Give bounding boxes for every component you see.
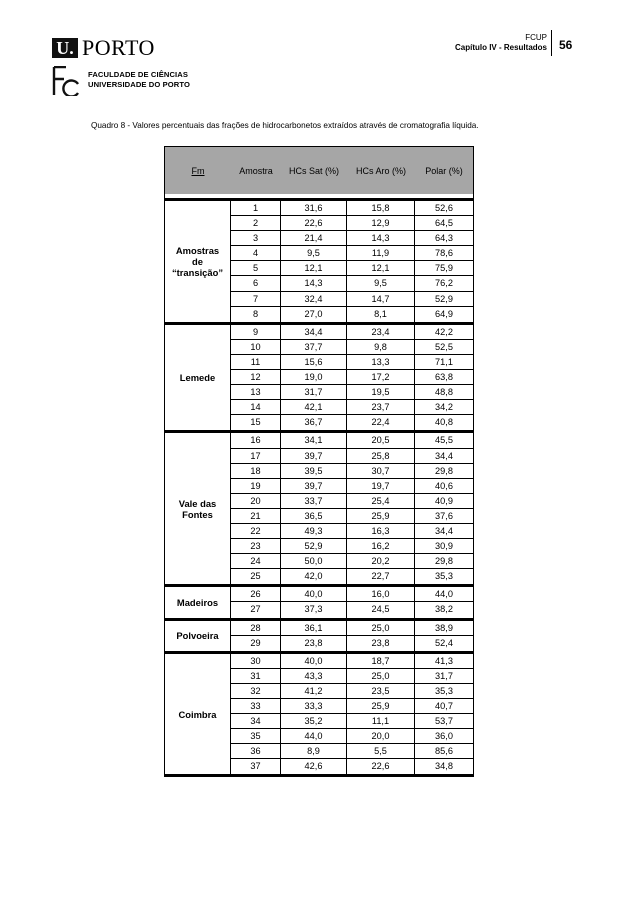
cell-hcs-aro: 14,7 [347,292,415,306]
cell-polar: 78,6 [435,248,453,259]
cell-hcs-aro: 25,4 [347,494,415,508]
cell-hcs-sat: 42,0 [281,569,347,584]
cell-hcs-aro: 8,1 [347,307,415,322]
cell-amostra: 34 [231,714,281,728]
cell-amostra: 3 [231,231,281,245]
formation-label [165,325,231,431]
cell-polar: 35,3 [435,571,453,582]
cell-hcs-sat: 39,7 [281,449,347,463]
formation-label [165,621,231,651]
cell-amostra: 19 [231,479,281,493]
cell-hcs-sat: 44,0 [281,729,347,743]
formation-label-line: Vale das [178,497,217,509]
cell-hcs-aro: 25,9 [347,699,415,713]
formation-group [164,198,474,322]
header-divider [551,30,552,56]
cell-polar: 35,3 [435,685,453,696]
cell-amostra: 1 [231,201,281,215]
cell-hcs-aro: 22,7 [347,569,415,584]
cell-hcs-sat: 33,3 [281,699,347,713]
cell-polar: 40,9 [435,495,453,506]
formation-label-line: “transição” [171,266,224,278]
cell-polar: 29,8 [435,556,453,567]
table-bottom-rule [164,774,474,777]
column-header-fm: Fm [191,165,205,176]
cell-hcs-sat: 19,0 [281,370,347,384]
cell-polar: 52,5 [435,341,453,352]
cell-polar: 48,8 [435,387,453,398]
cell-polar: 40,6 [435,480,453,491]
cell-hcs-aro: 14,3 [347,231,415,245]
cell-amostra: 32 [231,684,281,698]
cell-amostra: 25 [231,569,281,584]
cell-hcs-aro: 18,7 [347,654,415,668]
table-header-row [164,146,474,194]
table-row [231,636,473,651]
table-row [231,621,473,636]
cell-hcs-sat: 35,2 [281,714,347,728]
logo-porto-text: PORTO [82,35,155,60]
cell-amostra: 35 [231,729,281,743]
cell-hcs-sat: 14,3 [281,276,347,290]
cell-hcs-aro: 23,8 [347,636,415,651]
cell-amostra: 6 [231,276,281,290]
cell-polar: 29,8 [435,465,453,476]
cell-hcs-sat: 27,0 [281,307,347,322]
cell-hcs-aro: 20,2 [347,554,415,568]
table-row [231,714,473,729]
cell-amostra: 30 [231,654,281,668]
cell-polar: 63,8 [435,372,453,383]
cell-hcs-aro: 19,7 [347,479,415,493]
table-row [231,415,473,430]
table-row [231,759,473,774]
cell-hcs-sat: 40,0 [281,587,347,601]
cell-hcs-aro: 30,7 [347,464,415,478]
table-row [231,464,473,479]
cell-polar: 34,2 [435,402,453,413]
table-row [231,216,473,231]
column-header-hcs-sat: HCs Sat (%) [288,165,339,176]
formation-label [165,433,231,584]
cell-hcs-aro: 9,8 [347,340,415,354]
cell-hcs-sat: 36,5 [281,509,347,523]
cell-hcs-sat: 41,2 [281,684,347,698]
chapter-label: Capítulo IV - Resultados [454,43,547,52]
cell-hcs-sat: 42,1 [281,400,347,414]
formation-label [165,201,231,322]
logo-up-mark: U. [52,38,78,58]
formation-group [164,430,474,584]
table-row [231,246,473,261]
table-row [231,729,473,744]
cell-hcs-sat: 8,9 [281,744,347,758]
cell-amostra: 13 [231,385,281,399]
cell-hcs-sat: 50,0 [281,554,347,568]
cell-hcs-aro: 25,8 [347,449,415,463]
table-row [231,340,473,355]
cell-amostra: 27 [231,602,281,617]
cell-polar: 36,0 [435,731,453,742]
cell-amostra: 14 [231,400,281,414]
table-row [231,539,473,554]
cell-polar: 34,4 [435,450,453,461]
cell-hcs-aro: 5,5 [347,744,415,758]
cell-amostra: 37 [231,759,281,774]
logo-faculty-text [88,70,190,90]
table-row [231,602,473,617]
cell-hcs-sat: 39,5 [281,464,347,478]
cell-hcs-aro: 25,0 [347,621,415,635]
cell-hcs-sat: 43,3 [281,669,347,683]
table-row [231,684,473,699]
cell-polar: 44,0 [435,589,453,600]
cell-hcs-aro: 17,2 [347,370,415,384]
cell-hcs-aro: 15,8 [347,201,415,215]
formation-label-line: Fontes [182,508,213,520]
cell-hcs-sat: 22,6 [281,216,347,230]
cell-amostra: 5 [231,261,281,275]
cell-amostra: 18 [231,464,281,478]
cell-hcs-aro: 25,0 [347,669,415,683]
formation-label-line: Madeiros [176,596,219,608]
cell-hcs-aro: 24,5 [347,602,415,617]
cell-amostra: 28 [231,621,281,635]
cell-hcs-aro: 12,1 [347,261,415,275]
cell-polar: 64,5 [435,218,453,229]
cell-hcs-sat: 31,6 [281,201,347,215]
table-row [231,554,473,569]
formation-group [164,618,474,651]
cell-polar: 45,5 [435,435,453,446]
table-caption: Quadro 8 - Valores percentuais das frações de hidrocarbonetos extraídos através de cromatografia líquida. [91,121,479,130]
cell-polar: 52,6 [435,203,453,213]
cell-amostra: 33 [231,699,281,713]
cell-hcs-sat: 33,7 [281,494,347,508]
table-row [231,261,473,276]
formation-label-line: Amostras [175,244,220,256]
table-row [231,370,473,385]
table-row [231,587,473,602]
cell-polar: 53,7 [435,716,453,727]
table-row [231,494,473,509]
cell-polar: 64,9 [435,308,453,319]
cell-hcs-aro: 23,7 [347,400,415,414]
formation-group [164,651,474,775]
table-body [164,198,474,774]
institution-label: FCUP [525,33,547,42]
cell-polar: 52,9 [435,293,453,304]
table-row [231,231,473,246]
table-row [231,400,473,415]
table-row [231,524,473,539]
table-row [231,292,473,307]
cell-hcs-sat: 9,5 [281,246,347,260]
table-row [231,355,473,370]
cell-hcs-sat: 42,6 [281,759,347,774]
column-header-amostra: Amostra [239,165,273,176]
cell-amostra: 26 [231,587,281,601]
cell-amostra: 8 [231,307,281,322]
cell-hcs-sat: 49,3 [281,524,347,538]
cell-hcs-sat: 21,4 [281,231,347,245]
cell-amostra: 11 [231,355,281,369]
table-row [231,307,473,322]
cell-amostra: 22 [231,524,281,538]
cell-polar: 76,2 [435,278,453,289]
cell-hcs-sat: 37,7 [281,340,347,354]
cell-hcs-aro: 25,9 [347,509,415,523]
cell-hcs-aro: 19,5 [347,385,415,399]
cell-hcs-aro: 12,9 [347,216,415,230]
cell-hcs-sat: 37,3 [281,602,347,617]
table-row [231,276,473,291]
table-row [231,654,473,669]
cell-hcs-aro: 16,3 [347,524,415,538]
cell-hcs-aro: 16,0 [347,587,415,601]
cell-hcs-aro: 23,5 [347,684,415,698]
formation-label-line: Coimbra [178,708,217,720]
cell-hcs-aro: 16,2 [347,539,415,553]
cell-amostra: 9 [231,325,281,339]
table-row [231,744,473,759]
cell-amostra: 12 [231,370,281,384]
table-row [231,699,473,714]
table-row [231,449,473,464]
cell-hcs-sat: 39,7 [281,479,347,493]
formation-group [164,584,474,617]
cell-amostra: 31 [231,669,281,683]
cell-hcs-sat: 34,4 [281,325,347,339]
formation-label-line: Lemede [179,372,216,384]
cell-polar: 40,7 [435,701,453,711]
cell-hcs-aro: 23,4 [347,325,415,339]
cell-polar: 75,9 [435,263,453,274]
cell-hcs-aro: 20,0 [347,729,415,743]
cell-polar: 40,8 [435,417,453,428]
logo-faculty-line1: FACULDADE DE CIÊNCIAS [88,70,188,79]
results-table [164,146,474,777]
cell-polar: 64,3 [435,233,453,244]
cell-hcs-sat: 36,1 [281,621,347,635]
cell-hcs-aro: 22,4 [347,415,415,430]
cell-hcs-sat: 36,7 [281,415,347,430]
cell-hcs-sat: 15,6 [281,355,347,369]
cell-amostra: 4 [231,246,281,260]
cell-amostra: 17 [231,449,281,463]
formation-label [165,654,231,775]
cell-amostra: 36 [231,744,281,758]
table-row [231,479,473,494]
cell-polar: 71,1 [435,356,453,367]
running-header [455,33,547,53]
cell-amostra: 7 [231,292,281,306]
column-header-polar: Polar (%) [425,165,463,176]
cell-polar: 42,2 [435,326,453,337]
cell-polar: 38,9 [435,622,453,633]
cell-amostra: 20 [231,494,281,508]
formation-label [165,587,231,617]
cell-polar: 85,6 [435,746,453,757]
cell-polar: 30,9 [435,541,453,552]
table-row [231,509,473,524]
cell-hcs-aro: 11,9 [347,246,415,260]
cell-amostra: 29 [231,636,281,651]
table-row [231,325,473,340]
cell-polar: 38,2 [435,604,453,615]
cell-polar: 34,4 [435,525,453,536]
cell-polar: 37,6 [435,510,453,521]
cell-hcs-sat: 52,9 [281,539,347,553]
cell-hcs-sat: 23,8 [281,636,347,651]
page-number: 56 [559,38,573,52]
cell-amostra: 10 [231,340,281,354]
cell-polar: 34,8 [435,761,453,772]
table-row [231,669,473,684]
cell-amostra: 21 [231,509,281,523]
cell-amostra: 24 [231,554,281,568]
fc-monogram-icon [52,66,80,96]
cell-amostra: 2 [231,216,281,230]
logo-faculty-line2: UNIVERSIDADE DO PORTO [88,80,190,89]
cell-amostra: 23 [231,539,281,553]
cell-hcs-aro: 22,6 [347,759,415,774]
cell-amostra: 16 [231,433,281,447]
cell-amostra: 15 [231,415,281,430]
cell-hcs-sat: 31,7 [281,385,347,399]
table-row [231,385,473,400]
table-row [231,569,473,584]
table-row [231,433,473,448]
cell-polar: 52,4 [435,637,453,648]
cell-hcs-sat: 34,1 [281,433,347,447]
table-row [231,201,473,216]
cell-hcs-sat: 12,1 [281,261,347,275]
cell-hcs-aro: 20,5 [347,433,415,447]
university-logo [52,36,192,94]
cell-polar: 31,7 [435,670,453,681]
formation-label-line: Polvoeira [176,630,219,642]
cell-hcs-sat: 40,0 [281,654,347,668]
cell-hcs-aro: 11,1 [347,714,415,728]
cell-hcs-aro: 13,3 [347,355,415,369]
column-header-hcs-aro: HCs Aro (%) [355,165,406,176]
formation-label-line: de [192,255,203,267]
cell-polar: 41,3 [435,655,453,666]
cell-hcs-sat: 32,4 [281,292,347,306]
cell-hcs-aro: 9,5 [347,276,415,290]
formation-group [164,322,474,431]
